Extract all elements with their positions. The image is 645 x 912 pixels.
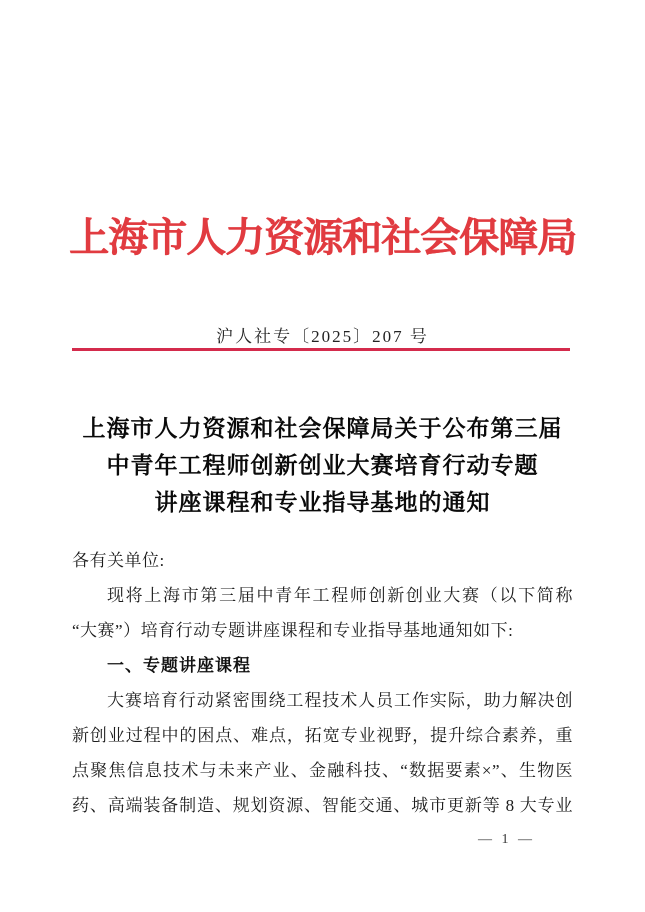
- document-title-line-1: 上海市人力资源和社会保障局关于公布第三届: [82, 416, 563, 441]
- paragraph-1-line-1: 现将上海市第三届中青年工程师创新创业大赛（以下简称: [107, 586, 573, 605]
- document-number: 沪人社专〔2025〕207 号: [216, 327, 429, 346]
- document-body: [72, 543, 573, 823]
- salutation: 各有关单位:: [72, 551, 165, 570]
- letterhead-divider-rule: [72, 348, 570, 351]
- paragraph-2-line-3: 点聚焦信息技术与未来产业、金融科技、“数据要素×”、生物医: [72, 761, 573, 780]
- document-title: [0, 410, 645, 521]
- paragraph-2-line-4: 药、高端装备制造、规划资源、智能交通、城市更新等 8 大专业: [72, 796, 573, 815]
- document-title-line-3: 讲座课程和专业指导基地的通知: [154, 490, 491, 515]
- paragraph-2-line-1: 大赛培育行动紧密围绕工程技术人员工作实际，助力解决创: [107, 691, 573, 710]
- agency-letterhead: 上海市人力资源和社会保障局: [69, 215, 576, 260]
- document-title-line-2: 中青年工程师创新创业大赛培育行动专题: [106, 453, 539, 478]
- page-number: — 1 —: [478, 832, 535, 847]
- paragraph-1-line-2: “大赛”）培育行动专题讲座课程和专业指导基地通知如下:: [72, 621, 514, 640]
- section-heading-1: 一、专题讲座课程: [107, 656, 251, 675]
- paragraph-2-line-2: 新创业过程中的困点、难点，拓宽专业视野，提升综合素养，重: [72, 726, 573, 745]
